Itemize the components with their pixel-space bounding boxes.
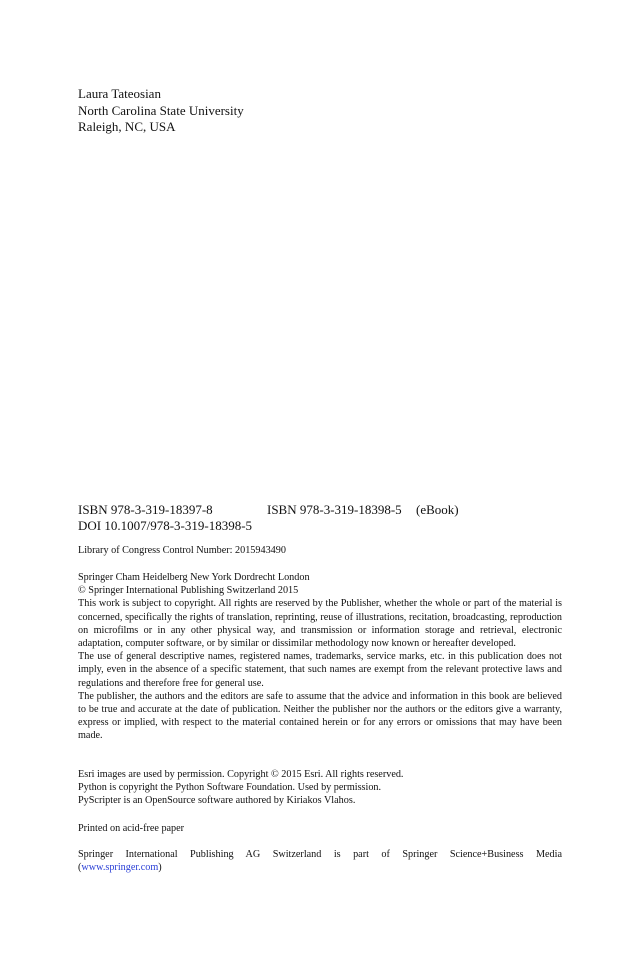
isbn-block — [78, 502, 564, 534]
trademark-paragraph: The use of general descriptive names, registered names, trademarks, service marks, etc. in this publication does not imply, even in the absence of a specific statement, that such names are exempt from the relevant protective laws and regulations and therefore free for general use. — [78, 651, 562, 689]
disclaimer-paragraph: The publisher, the authors and the editors are safe to assume that the advice and information in this book are believed to be true and accurate at the date of publication. Neither the publisher nor the authors or the editors give a warranty, express or implied, with respect to the material contained herein or for any errors or omissions that may have been made. — [78, 690, 562, 742]
esri-permission: Esri images are used by permission. Copyright © 2015 Esri. All rights reserved. — [78, 769, 404, 780]
permissions-block — [78, 768, 562, 808]
author-location: Raleigh, NC, USA — [78, 119, 176, 134]
publisher-block — [78, 571, 562, 743]
springer-note-text: Springer International Publishing AG Switzerland is part of Springer Science+Business Media — [78, 849, 562, 860]
open-paren: ( — [78, 862, 82, 874]
acid-free-note: Printed on acid-free paper — [78, 823, 185, 834]
isbn-row — [78, 502, 564, 518]
author-affiliation: North Carolina State University — [78, 102, 244, 118]
pyscripter-permission: PyScripter is an OpenSource software authored by Kiriakos Vlahos. — [78, 795, 356, 807]
author-block — [78, 86, 244, 136]
copyright-line: © Springer International Publishing Switzerland 2015 — [78, 585, 299, 597]
doi: DOI 10.1007/978-3-319-18398-5 — [78, 518, 253, 533]
copyright-paragraph: This work is subject to copyright. All rights are reserved by the Publisher, whether the whole or part of the material is concerned, specifically the rights of translation, reprinting, reuse of illustrations, recitation, broadcasting, reproduction on microfilms or in any other physical way, and transmission or information storage and retrieval, electronic adaptation, computer software, or by similar or dissimilar methodology now known or hereafter developed. — [78, 598, 562, 650]
springer-note — [78, 848, 562, 874]
python-permission: Python is copyright the Python Software Foundation. Used by permission. — [78, 782, 382, 794]
springer-link[interactable]: www.springer.com — [81, 862, 159, 874]
springer-note-link-line — [78, 861, 562, 874]
isbn-ebook: ISBN 978-3-319-18398-5 — [267, 502, 402, 517]
publisher-cities: Springer Cham Heidelberg New York Dordrecht London — [78, 572, 310, 583]
isbn-print: ISBN 978-3-319-18397-8 — [78, 502, 213, 517]
close-paren: ) — [158, 862, 162, 874]
lccn: Library of Congress Control Number: 2015943490 — [78, 545, 286, 556]
author-name: Laura Tateosian — [78, 86, 161, 101]
isbn-ebook-tag: (eBook) — [416, 502, 459, 517]
